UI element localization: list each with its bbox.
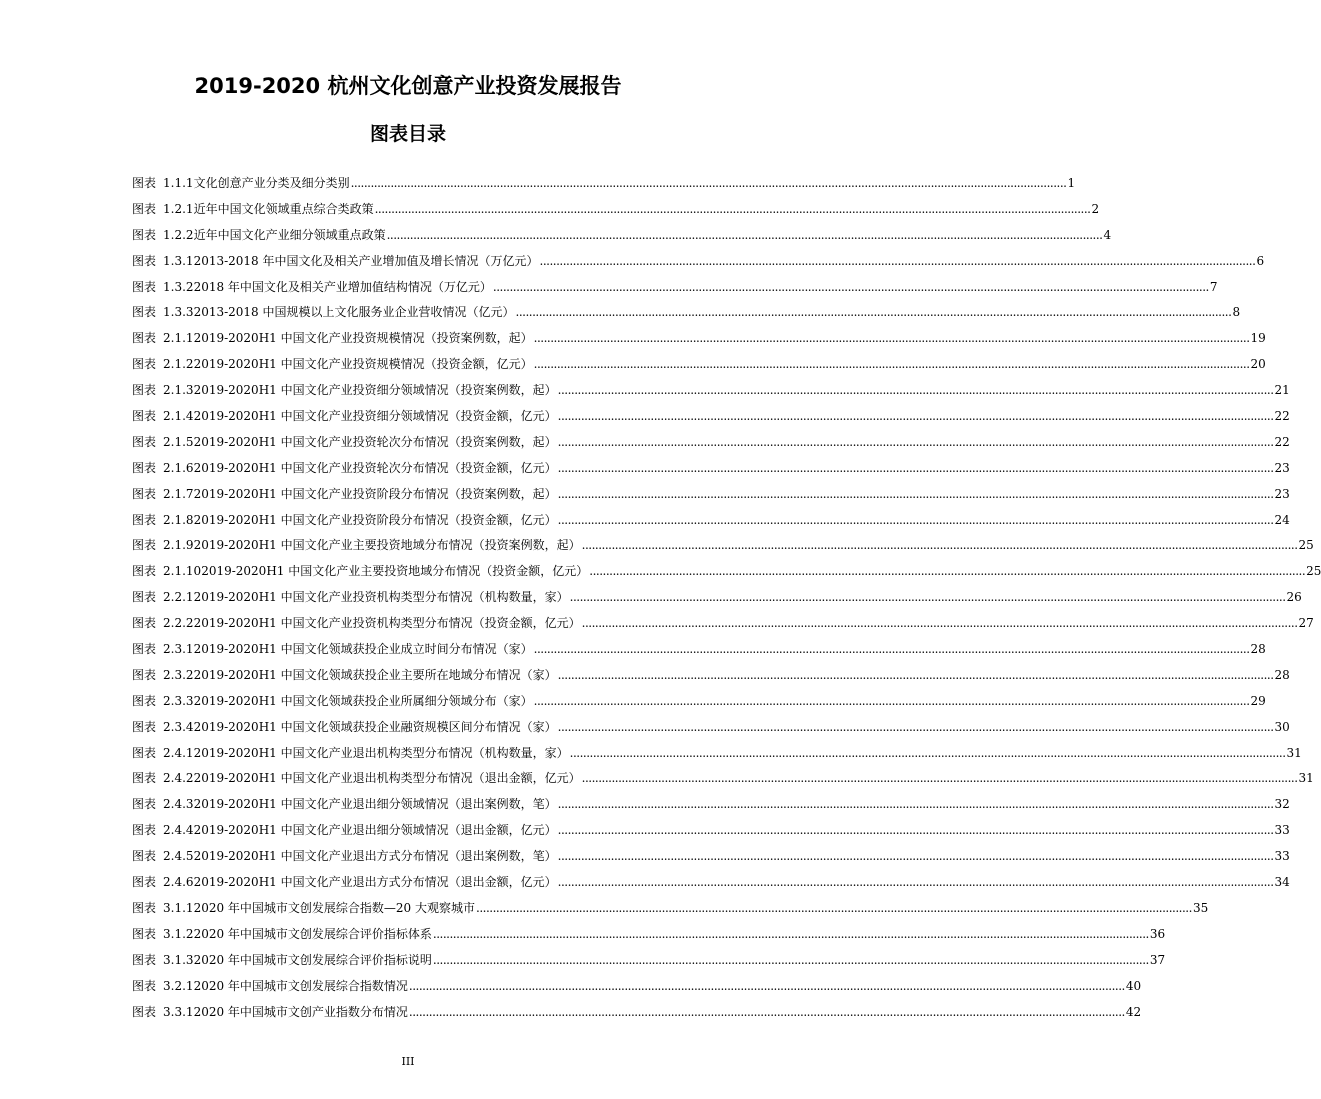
toc-leader-dots [558,383,1274,397]
toc-leader-dots [387,228,1103,242]
toc-entry-number: 2.1.8 [163,512,194,527]
toc-entry[interactable] [132,562,1321,588]
toc-entry-label: 图表 [132,279,157,294]
toc-entry-page: 31 [1286,745,1302,760]
toc-entry[interactable] [132,977,1142,1003]
toc-entry[interactable] [132,303,1241,329]
toc-entry-page: 8 [1232,305,1241,320]
toc-entry[interactable] [132,718,1290,744]
toc-entry-title: 2019-2020H1 中国文化产业投资细分领域情况（投资金额，亿元） [193,409,557,424]
toc-entry[interactable] [132,588,1302,614]
toc-entry-label: 图表 [132,460,157,475]
toc-entry-label: 图表 [132,952,157,967]
toc-entry-title: 2019-2020H1 中国文化产业投资阶段分布情况（投资案例数，起） [193,486,557,501]
toc-entry-title: 2019-2020H1 中国文化领域获投企业所属细分领域分布（家） [193,693,533,708]
toc-leader-dots [409,979,1125,993]
toc-entry[interactable] [132,692,1266,718]
toc-entry-page: 20 [1250,357,1266,372]
toc-entry-page: 24 [1274,512,1290,527]
table-of-figures [132,174,1321,1028]
toc-entry-label: 图表 [132,667,157,682]
toc-entry[interactable] [132,329,1266,355]
toc-entry[interactable] [132,174,1076,200]
toc-entry-title: 2013-2018 中国规模以上文化服务业企业营收情况（亿元） [193,305,515,320]
toc-entry-label: 图表 [132,486,157,501]
toc-entry-title: 2019-2020H1 中国文化领域获投企业主要所在地域分布情况（家） [193,667,557,682]
toc-entry-label: 图表 [132,357,157,372]
toc-leader-dots [516,305,1232,319]
toc-entry-title: 2019-2020H1 中国文化产业退出机构类型分布情况（机构数量，家） [193,745,569,760]
toc-entry-label: 图表 [132,227,157,242]
toc-entry-title: 近年中国文化领域重点综合类政策 [193,201,374,216]
toc-entry[interactable] [132,666,1290,692]
toc-entry-label: 图表 [132,823,157,838]
toc-entry-page: 23 [1274,486,1290,501]
toc-entry-number: 2.3.4 [163,719,194,734]
toc-entry-label: 图表 [132,900,157,915]
toc-leader-dots [570,746,1286,760]
toc-entry-title: 2019-2020H1 中国文化产业主要投资地域分布情况（投资案例数，起） [193,538,581,553]
toc-entry-title: 2019-2020H1 中国文化产业退出方式分布情况（退出案例数，笔） [193,849,557,864]
toc-entry-number: 2.1.6 [163,460,194,475]
toc-leader-dots [433,953,1149,967]
toc-entry-page: 32 [1274,797,1290,812]
toc-entry-page: 35 [1192,900,1209,915]
toc-entry-page: 30 [1274,719,1290,734]
toc-entry[interactable] [132,1003,1142,1029]
toc-entry-page: 26 [1286,590,1302,605]
toc-entry-number: 2.1.5 [163,434,194,449]
toc-entry-page: 6 [1256,253,1265,268]
toc-entry-title: 2019-2020H1 中国文化产业投资阶段分布情况（投资金额，亿元） [193,512,557,527]
toc-leader-dots [582,616,1298,630]
toc-leader-dots [558,461,1274,475]
toc-entry-page: 22 [1274,434,1290,449]
toc-entry[interactable] [132,847,1290,873]
toc-entry[interactable] [132,640,1266,666]
toc-entry-label: 图表 [132,331,157,346]
toc-entry[interactable] [132,200,1100,226]
toc-leader-dots [476,901,1192,915]
toc-entry-page: 40 [1125,978,1142,993]
toc-leader-dots [375,202,1091,216]
toc-entry-title: 2013-2018 年中国文化及相关产业增加值及增长情况（万亿元） [193,253,539,268]
document-title: 2019-2020 杭州文化创意产业投资发展报告 [194,74,622,98]
toc-entry-label: 图表 [132,616,157,631]
toc-entry-label: 图表 [132,745,157,760]
toc-entry-label: 图表 [132,538,157,553]
toc-entry-number: 2.1.2 [163,357,194,372]
toc-entry-label: 图表 [132,693,157,708]
toc-entry-label: 图表 [132,201,157,216]
toc-entry-number: 1.3.3 [163,305,194,320]
toc-entry-number: 2.1.9 [163,538,194,553]
toc-entry-page: 42 [1125,1004,1142,1019]
toc-entry-number: 2.4.5 [163,849,194,864]
toc-leader-dots [558,797,1274,811]
toc-entry-page: 28 [1274,667,1290,682]
toc-entry-page: 22 [1274,409,1290,424]
toc-entry-number: 2.3.3 [163,693,194,708]
toc-entry-number: 3.2.1 [163,978,194,993]
toc-entry-number: 2.1.1 [163,331,194,346]
toc-entry-page: 25 [1298,538,1314,553]
toc-leader-dots [534,642,1250,656]
toc-entry-number: 2.1.7 [163,486,194,501]
toc-entry-title: 2019-2020H1 中国文化产业退出机构类型分布情况（退出金额，亿元） [193,771,581,786]
toc-entry-title: 2019-2020H1 中国文化产业投资轮次分布情况（投资案例数，起） [193,434,557,449]
toc-entry-title: 2019-2020H1 中国文化产业投资机构类型分布情况（机构数量，家） [193,590,569,605]
toc-leader-dots [534,331,1250,345]
toc-entry-title: 2019-2020H1 中国文化产业主要投资地域分布情况（投资金额，亿元） [201,564,589,579]
toc-entry-number: 1.1.1 [163,176,194,190]
toc-entry[interactable] [132,795,1290,821]
toc-entry[interactable] [132,433,1290,459]
toc-entry-title: 2020 年中国城市文创产业指数分布情况 [193,1004,408,1019]
toc-entry-number: 1.2.1 [163,201,194,216]
toc-leader-dots [409,1005,1125,1019]
toc-entry[interactable] [132,925,1166,951]
toc-entry-title: 2019-2020H1 中国文化产业投资轮次分布情况（投资金额，亿元） [193,460,557,475]
page-number: III [401,1055,415,1068]
toc-entry[interactable] [132,614,1314,640]
toc-entry-label: 图表 [132,978,157,993]
toc-entry-title: 近年中国文化产业细分领域重点政策 [193,227,386,242]
toc-entry[interactable] [132,873,1290,899]
toc-entry-number: 3.1.1 [163,900,194,915]
toc-leader-dots [558,875,1274,889]
toc-entry-label: 图表 [132,253,157,268]
toc-leader-dots [558,849,1274,863]
toc-entry[interactable] [132,485,1290,511]
toc-leader-dots [351,176,1067,190]
toc-entry[interactable] [132,511,1290,537]
toc-entry[interactable] [132,459,1290,485]
toc-leader-dots [570,590,1286,604]
toc-entry-page: 27 [1298,616,1314,631]
toc-entry-title: 2019-2020H1 中国文化产业投资细分领域情况（投资案例数，起） [193,383,557,398]
toc-entry[interactable] [132,226,1112,252]
toc-entry-label: 图表 [132,564,157,579]
toc-leader-dots [558,513,1274,527]
toc-entry-number: 2.1.4 [163,409,194,424]
toc-entry[interactable] [132,252,1265,278]
toc-entry-number: 2.3.1 [163,642,194,657]
toc-entry-title: 2020 年中国城市文创发展综合评价指标说明 [193,952,432,967]
toc-leader-dots [534,357,1250,371]
toc-entry-number: 3.1.3 [163,952,194,967]
toc-entry-number: 3.3.1 [163,1004,194,1019]
toc-entry-label: 图表 [132,1004,157,1019]
toc-entry[interactable] [132,821,1290,847]
toc-entry-page: 1 [1067,176,1076,190]
toc-entry-title: 2019-2020H1 中国文化产业退出细分领域情况（退出金额，亿元） [193,823,557,838]
toc-entry-page: 37 [1149,952,1166,967]
toc-entry-page: 33 [1274,823,1290,838]
toc-leader-dots [558,487,1274,501]
toc-entry-number: 2.1.10 [163,564,202,579]
toc-entry-page: 28 [1250,642,1266,657]
toc-entry-number: 2.2.1 [163,590,194,605]
toc-entry-number: 2.4.1 [163,745,194,760]
toc-entry-label: 图表 [132,719,157,734]
toc-entry-title: 2018 年中国文化及相关产业增加值结构情况（万亿元） [193,279,492,294]
toc-entry-page: 7 [1209,279,1218,294]
toc-leader-dots [558,668,1274,682]
toc-entry-label: 图表 [132,176,157,190]
toc-entry-number: 2.4.4 [163,823,194,838]
toc-leader-dots [493,280,1209,294]
toc-entry-number: 2.4.6 [163,875,194,890]
toc-entry-number: 3.1.2 [163,926,194,941]
toc-entry-title: 2019-2020H1 中国文化产业投资规模情况（投资金额，亿元） [193,357,533,372]
toc-entry-page: 34 [1274,875,1290,890]
toc-entry-title: 2020 年中国城市文创发展综合指数—20 大观察城市 [193,900,476,915]
toc-entry[interactable] [132,536,1314,562]
toc-entry-label: 图表 [132,305,157,320]
toc-entry-page: 25 [1306,564,1321,579]
toc-entry-title: 文化创意产业分类及细分类别 [193,176,350,190]
toc-leader-dots [558,823,1274,837]
toc-entry-page: 2 [1091,201,1100,216]
toc-entry-number: 2.4.3 [163,797,194,812]
toc-entry-label: 图表 [132,771,157,786]
toc-entry-number: 2.2.2 [163,616,194,631]
toc-leader-dots [433,927,1149,941]
toc-entry[interactable] [132,407,1290,433]
toc-entry-number: 2.4.2 [163,771,194,786]
toc-entry-title: 2019-2020H1 中国文化产业退出方式分布情况（退出金额，亿元） [193,875,557,890]
toc-entry-label: 图表 [132,409,157,424]
toc-entry[interactable] [132,744,1302,770]
toc-entry-title: 2019-2020H1 中国文化领域获投企业融资规模区间分布情况（家） [193,719,557,734]
toc-entry-label: 图表 [132,797,157,812]
toc-entry-title: 2020 年中国城市文创发展综合评价指标体系 [193,926,432,941]
toc-entry-label: 图表 [132,512,157,527]
toc-entry[interactable] [132,355,1266,381]
toc-entry[interactable] [132,899,1209,925]
toc-entry[interactable] [132,769,1314,795]
toc-entry-number: 1.3.2 [163,279,194,294]
toc-entry-page: 29 [1250,693,1266,708]
toc-entry-label: 图表 [132,849,157,864]
toc-leader-dots [582,538,1298,552]
toc-leader-dots [589,564,1305,578]
toc-entry-label: 图表 [132,383,157,398]
toc-entry-title: 2019-2020H1 中国文化产业退出细分领域情况（退出案例数，笔） [193,797,557,812]
toc-entry-page: 23 [1274,460,1290,475]
toc-entry-label: 图表 [132,875,157,890]
toc-leader-dots [558,720,1274,734]
toc-entry-title: 2019-2020H1 中国文化产业投资规模情况（投资案例数，起） [193,331,533,346]
toc-entry-label: 图表 [132,926,157,941]
toc-entry-number: 1.3.1 [163,253,194,268]
toc-entry-page: 36 [1149,926,1166,941]
toc-entry-number: 2.3.2 [163,667,194,682]
toc-entry-page: 33 [1274,849,1290,864]
toc-entry-title: 2020 年中国城市文创发展综合指数情况 [193,978,408,993]
toc-entry-page: 31 [1298,771,1314,786]
toc-leader-dots [540,254,1256,268]
toc-leader-dots [582,771,1298,785]
toc-entry-label: 图表 [132,642,157,657]
toc-leader-dots [558,409,1274,423]
toc-entry-page: 21 [1274,383,1290,398]
toc-entry[interactable] [132,951,1166,977]
toc-entry-page: 19 [1250,331,1266,346]
toc-entry-number: 1.2.2 [163,227,194,242]
toc-entry-title: 2019-2020H1 中国文化领域获投企业成立时间分布情况（家） [193,642,533,657]
toc-leader-dots [558,435,1274,449]
toc-entry-label: 图表 [132,434,157,449]
toc-entry-title: 2019-2020H1 中国文化产业投资机构类型分布情况（投资金额，亿元） [193,616,581,631]
toc-entry-number: 2.1.3 [163,383,194,398]
section-title: 图表目录 [369,123,446,145]
toc-entry-page: 4 [1103,227,1112,242]
toc-entry[interactable] [132,381,1290,407]
toc-entry-label: 图表 [132,590,157,605]
toc-leader-dots [534,694,1250,708]
toc-entry[interactable] [132,278,1218,304]
